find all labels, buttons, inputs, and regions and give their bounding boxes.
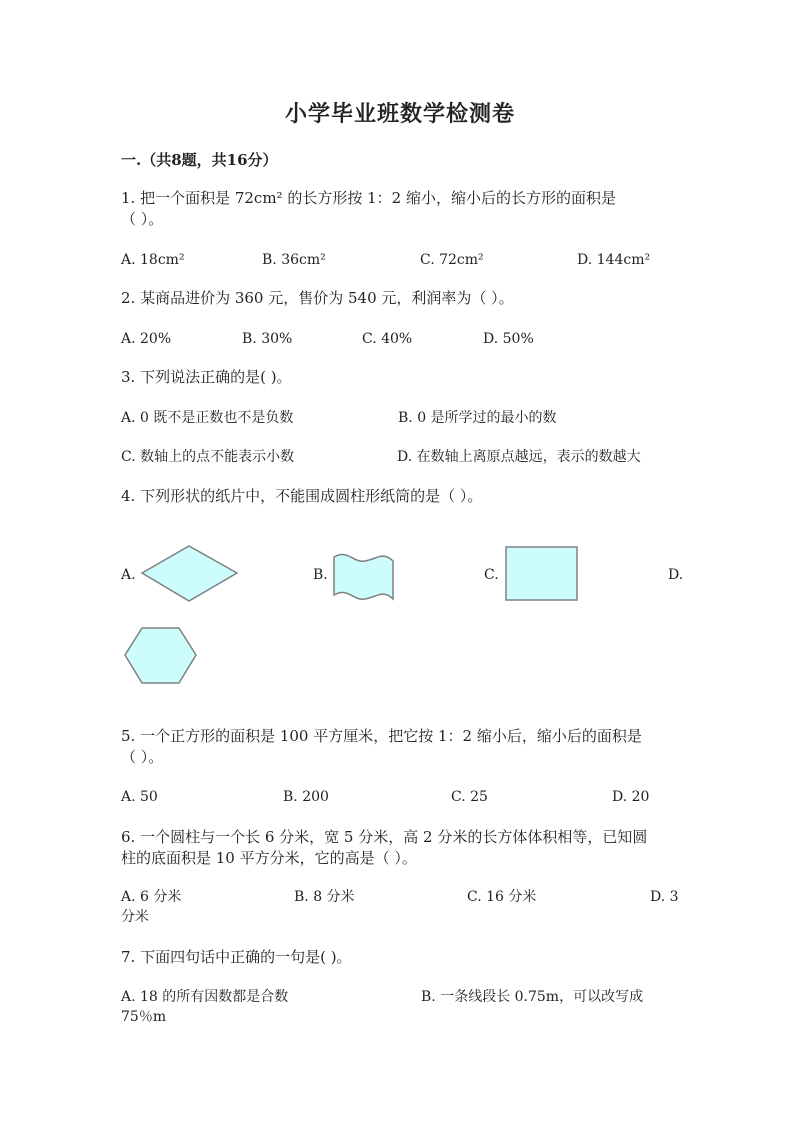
question-3-option-c[interactable]: C. 数轴上的点不能表示小数 (121, 449, 295, 465)
question-6-option-b[interactable]: B. 8 分米 (294, 889, 355, 905)
question-3-option-b[interactable]: B. 0 是所学过的最小的数 (398, 410, 557, 426)
rhombus-shape[interactable] (141, 545, 239, 603)
rectangle-shape[interactable] (505, 546, 579, 602)
question-1-option-d[interactable]: D. 144cm² (577, 252, 651, 268)
question-1-option-a[interactable]: A. 18cm² (121, 252, 185, 268)
question-1-option-b[interactable]: B. 36cm² (262, 252, 326, 268)
question-6-text: 6. 一个圆柱与一个长 6 分米，宽 5 分米，高 2 分米的长方体体积相等，已知圆 (121, 828, 648, 846)
page-title: 小学毕业班数学检测卷 (284, 101, 515, 127)
question-2-option-a[interactable]: A. 20% (121, 331, 172, 347)
question-5-option-b[interactable]: B. 200 (283, 789, 329, 805)
question-6-option-c[interactable]: C. 16 分米 (467, 889, 537, 905)
question-7-text: 7. 下面四句话中正确的一句是( )。 (121, 948, 352, 966)
hexagon-shape[interactable] (124, 627, 198, 685)
question-7-option-a[interactable]: A. 18 的所有因数都是合数 (121, 989, 289, 1005)
section-heading: 一.（共8题，共16分） (121, 151, 278, 169)
question-2-option-b[interactable]: B. 30% (242, 331, 293, 347)
question-2-text: 2. 某商品进价为 360 元，售价为 540 元，利润率为（ ）。 (121, 289, 514, 307)
question-6-option-d[interactable]: D. 3 (650, 889, 679, 905)
question-5-option-c[interactable]: C. 25 (451, 789, 488, 805)
question-5-text: 5. 一个正方形的面积是 100 平方厘米，把它按 1：2 缩小后，缩小后的面积是 (121, 727, 642, 745)
question-1-text-continued: （ ）。 (121, 210, 164, 228)
question-7-option-b-wrap: 75％m (121, 1009, 167, 1025)
question-4-option-a-label[interactable]: A. (121, 567, 136, 583)
question-5-text-continued: （ ）。 (121, 748, 164, 766)
question-6-text-continued: 柱的底面积是 10 平方分米，它的高是（ ）。 (121, 849, 417, 867)
question-3-option-d[interactable]: D. 在数轴上离原点越远，表示的数越大 (397, 449, 641, 465)
question-5-option-d[interactable]: D. 20 (612, 789, 650, 805)
question-2-option-d[interactable]: D. 50% (483, 331, 534, 347)
question-7-option-b[interactable]: B. 一条线段长 0.75m，可以改写成 (421, 989, 644, 1005)
question-4-option-c-label[interactable]: C. (484, 567, 499, 583)
question-2-option-c[interactable]: C. 40% (362, 331, 413, 347)
question-5-option-a[interactable]: A. 50 (121, 789, 158, 805)
question-4-option-b-label[interactable]: B. (313, 567, 328, 583)
question-1-option-c[interactable]: C. 72cm² (420, 252, 484, 268)
question-6-option-a[interactable]: A. 6 分米 (121, 889, 182, 905)
question-6-option-d-wrap: 分米 (121, 909, 149, 925)
question-3-option-a[interactable]: A. 0 既不是正数也不是负数 (121, 410, 294, 426)
question-3-text: 3. 下列说法正确的是( )。 (121, 368, 292, 386)
question-4-option-d-label[interactable]: D. (668, 567, 684, 583)
question-1-text: 1. 把一个面积是 72cm² 的长方形按 1：2 缩小，缩小后的长方形的面积是 (121, 189, 616, 207)
question-4-text: 4. 下列形状的纸片中，不能围成圆柱形纸筒的是（ ）。 (121, 487, 483, 505)
wavy-rectangle-shape[interactable] (333, 553, 395, 601)
